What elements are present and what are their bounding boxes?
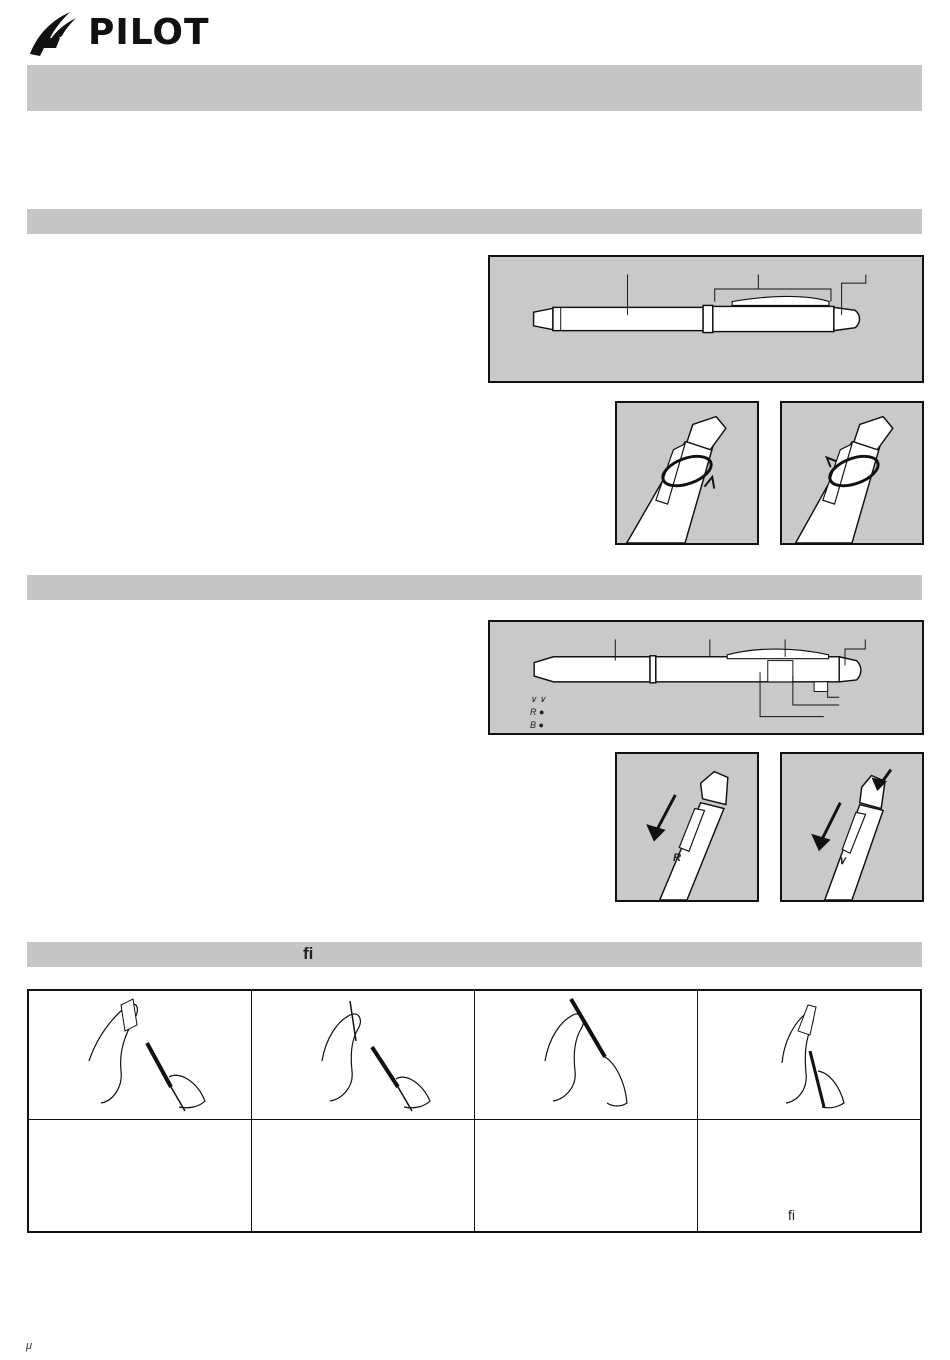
- brand-name: PILOT: [88, 12, 210, 53]
- twist-counterclockwise-panel: [780, 401, 924, 545]
- multi-pen-illustration: [490, 622, 922, 733]
- hands-inserting-refill-illustration: [475, 991, 697, 1119]
- step-4-illustration: [698, 991, 920, 1119]
- pen-parts-diagram-1: [488, 255, 924, 383]
- section-bar-2: [27, 575, 922, 600]
- push-pen-illustration: [782, 754, 922, 900]
- slide-down-panel: [615, 752, 759, 902]
- pilot-logo-icon: [26, 8, 84, 58]
- step-2-illustration: [252, 991, 474, 1119]
- legend-item-1: ∨ ∨: [530, 694, 546, 704]
- step-4-text: [698, 1119, 920, 1231]
- push-knock-panel: [780, 752, 924, 902]
- hands-pulling-refill-illustration: [29, 991, 251, 1119]
- step-1-illustration: [29, 991, 251, 1119]
- refill-steps-table: [27, 989, 922, 1233]
- legend-item-2: R ●: [530, 707, 545, 717]
- twist-pen-illustration: [617, 403, 757, 543]
- slot-letter: R: [673, 852, 681, 864]
- step-4-glyph: fi: [788, 1207, 795, 1223]
- pilot-logo: [26, 8, 216, 58]
- twist-clockwise-panel: [615, 401, 759, 545]
- title-bar: [27, 65, 922, 111]
- slot-letter: ∨: [838, 855, 847, 867]
- step-3-illustration: [475, 991, 697, 1119]
- slide-pen-illustration: [617, 754, 757, 900]
- pen-illustration: [490, 257, 922, 381]
- section-bar-3: [27, 942, 922, 967]
- section-bar-1: [27, 209, 922, 234]
- pen-parts-diagram-2: [488, 620, 924, 735]
- section-3-glyph: fi: [303, 944, 314, 963]
- hands-closing-pen-illustration: [698, 991, 920, 1119]
- twist-pen-illustration: [782, 403, 922, 543]
- legend-item-3: B ●: [530, 720, 544, 730]
- hands-holding-refill-illustration: [252, 991, 474, 1119]
- page-mark: μ: [26, 1340, 33, 1352]
